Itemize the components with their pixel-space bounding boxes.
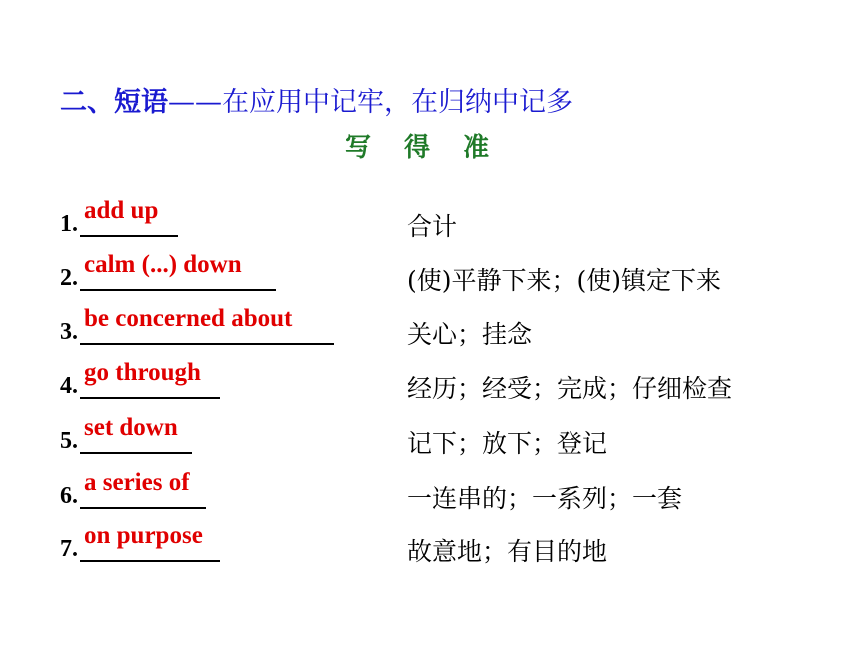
answer-text: on purpose — [84, 522, 203, 549]
answer-text: a series of — [84, 469, 190, 496]
item-number: 1. — [60, 211, 78, 237]
meaning-text: 故意地；有目的地 — [407, 537, 608, 566]
section-heading-rest: ——在应用中记牢，在归纳中记多 — [168, 87, 573, 118]
answer-blank — [80, 452, 192, 454]
subheading: 写 得 准 — [345, 133, 502, 163]
section-heading-bold: 二、短语 — [60, 87, 168, 118]
item-number: 6. — [60, 483, 78, 509]
answer-text: set down — [84, 414, 178, 441]
meaning-text: 记下；放下；登记 — [407, 429, 608, 458]
answer-blank — [80, 560, 220, 562]
meaning-text: 合计 — [407, 212, 458, 241]
meaning-text: 关心；挂念 — [407, 320, 533, 349]
answer-blank — [80, 507, 206, 509]
answer-text: go through — [84, 359, 201, 386]
item-number: 5. — [60, 428, 78, 454]
item-number: 2. — [60, 265, 78, 291]
section-heading — [60, 80, 573, 119]
answer-blank — [80, 289, 276, 291]
meaning-text: 一连串的；一系列；一套 — [407, 484, 683, 513]
item-number: 4. — [60, 373, 78, 399]
phrase-row-3 — [60, 305, 820, 349]
meaning-text: (使)平静下来；(使)镇定下来 — [407, 266, 722, 295]
meaning-text: 经历；经受；完成；仔细检查 — [407, 374, 733, 403]
item-number: 3. — [60, 319, 78, 345]
phrase-row-2 — [60, 251, 820, 295]
answer-blank — [80, 397, 220, 399]
item-number: 7. — [60, 536, 78, 562]
phrase-row-7 — [60, 522, 820, 566]
phrase-row-6 — [60, 469, 820, 513]
answer-blank — [80, 235, 178, 237]
answer-text: add up — [84, 197, 159, 224]
phrase-row-1 — [60, 197, 820, 241]
answer-blank — [80, 343, 334, 345]
answer-text: be concerned about — [84, 305, 293, 332]
answer-text: calm (...) down — [84, 251, 242, 278]
phrase-row-5 — [60, 414, 820, 458]
phrase-row-4 — [60, 359, 820, 403]
